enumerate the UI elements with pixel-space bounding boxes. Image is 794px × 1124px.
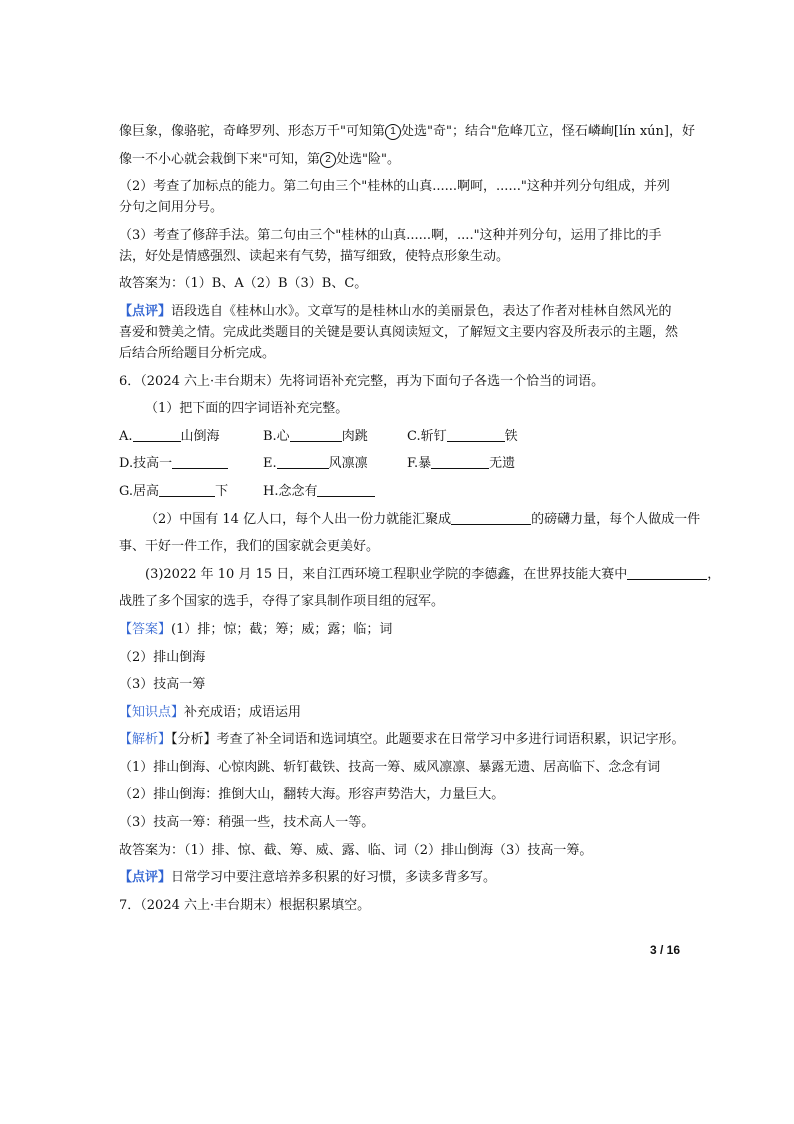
answer-line-3: （3）技高一筹 bbox=[119, 677, 206, 693]
knowledge-point-line bbox=[119, 702, 679, 723]
analysis-point-3: （3）考查了修辞手法。第二句由三个"桂林的山真......啊，...."这种并列分句，运用了排比的手法，好处是情感强烈、读起来有气势，描写细致，使特点形象生动。 bbox=[119, 227, 662, 264]
answer-tag: 【答案】 bbox=[119, 621, 172, 637]
comment-line bbox=[119, 867, 679, 888]
analysis-line-3: （3）技高一筹：稍强一些，技术高人一等。 bbox=[119, 815, 375, 831]
circled-number-1: 1 bbox=[385, 124, 401, 140]
analysis-line-2: （2）排山倒海：推倒大山，翻转大海。形容声势浩大，力量巨大。 bbox=[119, 787, 505, 803]
idiom-d: D.技高一 bbox=[119, 453, 263, 474]
comment-tag: 【点评】 bbox=[119, 870, 172, 886]
fill-blank[interactable] bbox=[317, 482, 375, 497]
idiom-g: G.居高 下 bbox=[119, 483, 229, 499]
fill-blank[interactable] bbox=[627, 565, 707, 580]
final-answer-line: 故答案为：（1）排、惊、截、筹、威、露、临、词（2）排山倒海（3）技高一筹。 bbox=[119, 842, 593, 858]
question-6-sub1: （1）把下面的四字词语补充完整。 bbox=[145, 401, 349, 417]
page-number: 3 / 16 bbox=[649, 943, 680, 957]
fill-blank[interactable] bbox=[451, 510, 531, 525]
fill-blank[interactable] bbox=[172, 454, 228, 469]
fill-blank[interactable] bbox=[159, 482, 215, 497]
answer-line bbox=[119, 619, 679, 640]
idiom-row-1 bbox=[119, 426, 679, 447]
idiom-row-3 bbox=[119, 481, 679, 502]
analysis-line-1: （1）排山倒海、心惊肉跳、斩钉截铁、技高一筹、威风凛凛、暴露无遗、居高临下、念念有词 bbox=[119, 759, 661, 775]
question-7-header: 7．（2024 六上·丰台期末）根据积累填空。 bbox=[119, 897, 371, 913]
circled-number-2: 2 bbox=[320, 152, 336, 168]
comment-text: 日常学习中要注意培养多积累的好习惯，多读多背多写。 bbox=[171, 870, 497, 886]
fill-blank[interactable] bbox=[290, 427, 342, 442]
idiom-row-2 bbox=[119, 453, 679, 474]
fill-blank[interactable] bbox=[133, 427, 181, 442]
question-6-sub2-cont: 事、干好一件工作，我们的国家就会更美好。 bbox=[119, 539, 380, 555]
analysis-text: 【分析】考查了补全词语和选词填空。此题要求在日常学习中多进行词语积累，识记字形。 bbox=[171, 732, 685, 748]
analysis-continued-line bbox=[119, 121, 695, 142]
question-6-sub3-cont: 战胜了多个国家的选手，夺得了家具制作项目组的冠军。 bbox=[119, 594, 445, 610]
idiom-a: A. 山倒海 bbox=[119, 428, 220, 444]
comment-paragraph bbox=[119, 301, 679, 364]
idiom-c: C.斩钉 铁 bbox=[407, 428, 518, 444]
idiom-h: H.念念有 bbox=[263, 481, 375, 502]
answer-line-2: （2）排山倒海 bbox=[119, 649, 206, 665]
text: 像巨象，像骆驼，奇峰罗列、形态万千"可知第 bbox=[119, 124, 385, 139]
answer-summary: 故答案为：（1）B、A（2）B（3）B、C。 bbox=[119, 276, 368, 292]
text: 处选"险"。 bbox=[335, 151, 400, 167]
knowledge-point-tag: 【知识点】 bbox=[119, 704, 185, 720]
analysis-tag: 【解析】 bbox=[119, 732, 172, 748]
text: 像一不小心就会栽倒下来"可知，第 bbox=[119, 151, 320, 167]
question-6-sub2: （2）中国有 14 亿人口，每个人出一份力就能汇聚成 的磅礴力量，每个人做成一件 bbox=[145, 511, 701, 527]
analysis-point-2: （2）考查了加标点的能力。第二句由三个"桂林的山真......啊呵，......"这种并列分句组成，并列分句之间用分号。 bbox=[119, 179, 670, 216]
analysis-continued-line-2 bbox=[119, 149, 679, 170]
text: 处选"奇"；结合"危峰兀立，怪石嶙峋[lín xún]，好 bbox=[400, 124, 695, 139]
analysis-line bbox=[119, 729, 685, 750]
idiom-b: B.心 肉跳 bbox=[263, 428, 368, 444]
question-6-sub3: (3)2022 年 10 月 15 日，来自江西环境工程职业学院的李德鑫，在世界技能大赛中 ， bbox=[145, 566, 721, 582]
comment-tag: 【点评】 bbox=[119, 303, 172, 319]
fill-blank[interactable] bbox=[447, 427, 505, 442]
idiom-e: E. 风凛凛 bbox=[263, 456, 368, 472]
idiom-f: F.暴 无遗 bbox=[407, 456, 516, 472]
page-content bbox=[119, 121, 721, 922]
question-6-header: 6．（2024 六上·丰台期末）先将词语补充完整，再为下面句子各选一个恰当的词语。 bbox=[119, 373, 605, 389]
answer-text: (1）排；惊；截；筹；威；露；临；词 bbox=[171, 621, 393, 637]
fill-blank[interactable] bbox=[431, 454, 489, 469]
knowledge-point-text: 补充成语；成语运用 bbox=[184, 704, 302, 720]
comment-text: 语段选自《桂林山水》。文章写的是桂林山水的美丽景色，表达了作者对桂林自然风光的喜爱和赞美之情。完成此类题目的关键是要认真阅读短文，了解短文主要内容及所表示的主题，然后结合所给题目分析完成。 bbox=[119, 303, 679, 361]
fill-blank[interactable] bbox=[277, 454, 329, 469]
